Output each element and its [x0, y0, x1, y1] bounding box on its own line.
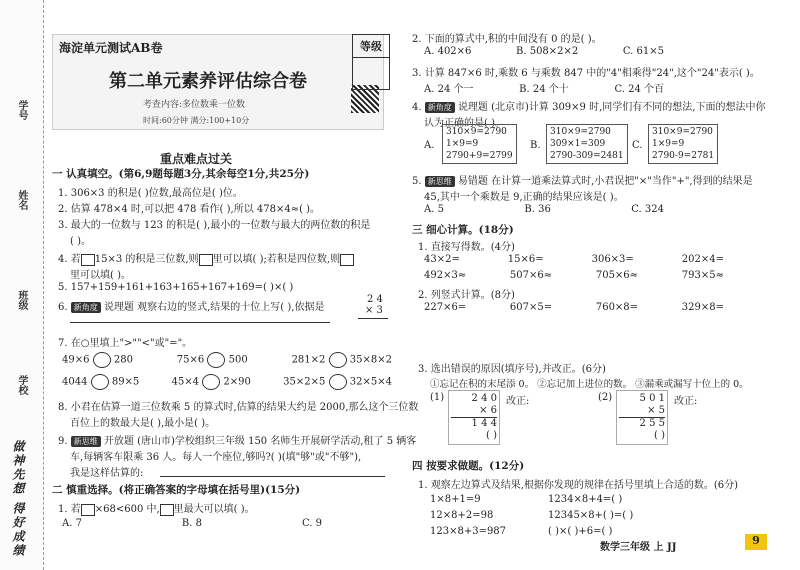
blank-box[interactable]	[199, 254, 213, 266]
q3: 3. 最大的一位数与 123 的积是( ),最小的一位数与最大的两位数的积是	[58, 220, 371, 231]
q14-options: A. 5 B. 36 C. 324	[424, 204, 664, 215]
rule-heading: 1. 观察左边算式及结果,根据你发现的规律在括号里填上合适的数。(6分)	[418, 480, 739, 491]
q10: 1. 若 ×68<600 中, 里最大可以填( )。	[58, 504, 255, 515]
q10-options: A. 7 B. 8 C. 9	[62, 518, 322, 529]
q13-opt-a[interactable]: A.	[424, 140, 435, 151]
q9-cont: 车,每辆客车限乘 36 人。每人一个座位,够吗?( )(填"够"或"不够"),	[70, 452, 362, 463]
q8-cont: 百位上的数最大是( ),最小是( )。	[70, 418, 216, 429]
q9-cont2: 我是这样估算的:	[70, 468, 144, 479]
rule-right[interactable]: 1234×8+4=( ) 12345×8+( )=( ) ( )×( )+6=( )	[548, 494, 634, 537]
q3-cont: ( )。	[70, 236, 91, 247]
footer-subject: 数学三年级 上 JJ	[600, 542, 677, 553]
q13-cont: 认为正确的是( )。	[424, 118, 505, 129]
label-student-id: 学号	[16, 100, 27, 120]
q6: 6. 新角度 说理题 观察右边的竖式,结果的十位上写( ),依据是	[58, 302, 325, 313]
q6-vertical: 2 4 × 3	[365, 294, 383, 316]
label-school: 学校	[16, 375, 27, 395]
calc1-row2: 492×3≈ 507×6≈ 705×6≈ 793×5≈	[424, 270, 724, 281]
part2-heading: 二 慎重选择。(将正确答案的字母填在括号里)(15分)	[52, 484, 301, 496]
section-banner: 重点难点过关	[160, 152, 233, 166]
grade-box[interactable]: 等级	[352, 34, 390, 90]
calc2-heading: 2. 列竖式计算。(8分)	[418, 290, 515, 301]
q1: 1. 306×3 的积是( )位数,最高位是( )位。	[58, 188, 243, 199]
page-number: 9	[745, 534, 767, 550]
exam-scope: 考查内容:多位数乘一位数	[143, 100, 246, 110]
q11: 2. 下面的算式中,积的中间没有 0 的是( )。	[412, 34, 602, 45]
calc3-label-2: (2)	[598, 392, 613, 403]
label-class: 班级	[16, 290, 27, 310]
q13-opt-b[interactable]: B.	[530, 140, 541, 151]
q8: 8. 小君在估算一道三位数乘 5 的算式时,估算的结果大约是 2000,那么这个三位数	[58, 402, 419, 413]
calc3-options: ①忘记在积的末尾添 0。 ②忘记加上进位的数。 ③漏乘或漏写十位上的 0。	[430, 379, 749, 390]
rule-left: 1×8+1=9 12×8+2=98 123×8+3=987	[430, 494, 507, 537]
q13-calc-a: 310×9=2790 1×9=9 2790+9=2799	[442, 124, 517, 164]
q7: 7. 在○里填上">""<"或"="。	[58, 338, 193, 349]
q12-options: A. 24 个一 B. 24 个十 C. 24 个百	[424, 84, 664, 95]
calc3-fix-1[interactable]: 改正:	[506, 396, 530, 407]
q13-calc-c: 310×9=2790 1×9=9 2790-9=2781	[648, 124, 718, 164]
calc3-label-1: (1)	[430, 392, 445, 403]
part4-heading: 四 按要求做题。(12分)	[412, 460, 525, 472]
q4: 4. 若 15×3 的积是三位数,则 里可以填( );若积是四位数,则	[58, 250, 354, 266]
calc3-fix-2[interactable]: 改正:	[674, 396, 698, 407]
blank-box[interactable]	[340, 254, 354, 266]
part1-heading: 一 认真填空。(第6,9题每题3分,其余每空1分,共25分)	[52, 168, 310, 180]
q11-options: A. 402×6 B. 508×2×2 C. 61×5	[424, 46, 664, 57]
part3-heading: 三 细心计算。(18分)	[412, 224, 514, 236]
spine-motto: 做神先想 得好成绩	[11, 440, 25, 559]
q9: 9. 新思维 开放题 (唐山市)学校组织三年级 150 名师生开展研学活动,租了 5 辆客	[58, 436, 417, 447]
q14: 5. 新思维 易错题 在计算一道乘法算式时,小君误把"×"当作"+",得到的结果是	[412, 176, 753, 187]
calc3-heading: 3. 选出错误的原因(填序号),并改正。(6分)	[418, 364, 606, 375]
calc2-row: 227×6= 607×5= 760×8= 329×8=	[424, 302, 724, 313]
label-name: 姓名	[16, 190, 27, 210]
calc1-heading: 1. 直接写得数。(4分)	[418, 242, 515, 253]
q14-cont: 45,其中一个乘数是 9,正确的结果应该是( )。	[424, 192, 624, 203]
calc1-row1: 43×2= 15×6= 306×3= 202×4=	[424, 254, 724, 265]
blank-box[interactable]	[81, 254, 95, 266]
q7-row1: 49×6 280 75×6 500 281×2 35×8×2	[62, 352, 392, 368]
q5: 5. 157+159+161+163+165+167+169=( )×( )	[58, 282, 294, 293]
q2: 2. 估算 478×4 时,可以把 478 看作( ),所以 478×4≈( )。	[58, 204, 321, 215]
q13-calc-b: 310×9=2790 309×1=309 2790-309=2481	[546, 124, 628, 164]
series-name: 海淀单元测试AB卷	[59, 41, 163, 55]
binding-spine	[0, 0, 44, 570]
exam-time: 时间:60分钟 满分:100+10分	[143, 116, 250, 125]
q4-cont: 里可以填( )。	[70, 270, 131, 281]
exam-title: 第二单元素养评估综合卷	[109, 71, 307, 92]
q13: 4. 新角度 说理题 (北京市)计算 309×9 时,同学们有不同的想法,下面的想法中你	[412, 102, 766, 113]
calc3-vertical-1: 2 4 0 × 6 1 4 4 ( )	[448, 390, 500, 445]
q13-opt-c[interactable]: C.	[632, 140, 643, 151]
calc3-vertical-2: 5 0 1 × 5 2 5 5 ( )	[616, 390, 668, 445]
q12: 3. 计算 847×6 时,乘数 6 与乘数 847 中的"4"相乘得"24",这个"24"表示( )。	[412, 68, 760, 79]
q7-row2: 4044 89×5 45×4 2×90 35×2×5 32×5×4	[62, 374, 392, 390]
exam-header	[52, 34, 384, 130]
